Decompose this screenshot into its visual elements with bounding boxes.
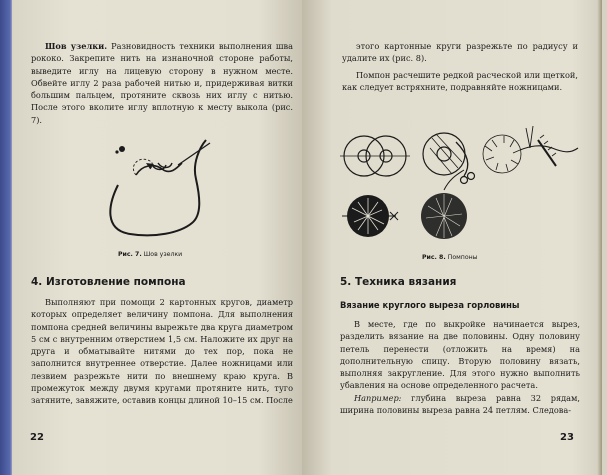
figure-8-caption-label: Рис. 8. <box>422 254 446 261</box>
page-number-right: 23 <box>560 432 574 443</box>
page-number-left: 22 <box>30 432 44 443</box>
comb-paragraph <box>342 69 578 94</box>
right-page <box>302 0 602 475</box>
figure-7-caption-label: Рис. 7. <box>118 251 142 258</box>
neckline-paragraph <box>340 318 580 392</box>
pompon-paragraph <box>31 296 293 407</box>
figure-8-caption-text: Помпоны <box>447 254 478 261</box>
left-page <box>12 0 302 475</box>
figure-7-caption <box>118 251 182 258</box>
stitch-knot-text: Разновидность техники выполнения шва рококо. Закрепите нить на изнаночной стороне работы, выведите иглу на лицевую сторону в нужном месте. Обвейте иглу 2 раза рабочей нитью и, придерживая витки большим пальцем, протяните сквозь них иглу с нитью. После этого вколите иглу вплотную к месту выкола (рис. 7). <box>31 41 294 125</box>
neckline-text: В месте, где по выкройке начинается вырез, разделить вязание на две половины. Одну половину петель перенести (отложить на время) на дополнительную спицу. Вторую половину вязать, выполняя закругление. Для этого нужно выполнить убавления на основе определенного расчета. <box>340 319 580 391</box>
example-lead: Например: <box>354 393 402 403</box>
comb-text: Помпон расчешите редкой расческой или щеткой, как следует встряхните, подравняйте ножницами. <box>342 70 578 93</box>
section-title-knitting: 5. Техника вязания <box>340 276 457 288</box>
subsection-title-neckline: Вязание круглого выреза горловины <box>340 300 520 310</box>
example-text: глубина выреза равна 32 рядам, ширина половины выреза равна 24 петлям. Следова- <box>340 393 580 416</box>
stitch-knot-paragraph <box>31 40 293 126</box>
example-paragraph <box>340 392 580 417</box>
page-edge <box>597 0 602 475</box>
pompon-text: Выполняют при помощи 2 картонных кругов, диаметр которых определяет величину помпона. Для выполнения помпона средней величины вырежьте два круга диаметром 5 см с внутренним отверстием 1,5 см. Наложите их друг на друга и обматывайте нитями до тех пор, пока не заполнится внутреннее отверстие. Далее ножницами или лезвием разрежьте нити по внешнему краю круга. В промежуток между двумя кругами протяните нить, туго затяните, завяжите, оставив концы длиной 10–15 см. После <box>31 297 293 406</box>
figure-8-pompons <box>340 118 580 248</box>
figure-7-caption-text: Шов узелки <box>143 251 183 258</box>
cardboard-paragraph <box>342 40 578 65</box>
figure-7-knot-stitch <box>92 135 222 245</box>
stitch-knot-lead: Шов узелки. <box>45 41 108 51</box>
section-title-pompon: 4. Изготовление помпона <box>31 276 186 288</box>
cardboard-text: этого картонные круги разрежьте по радиусу и удалите их (рис. 8). <box>342 41 578 64</box>
figure-8-caption <box>422 254 478 261</box>
